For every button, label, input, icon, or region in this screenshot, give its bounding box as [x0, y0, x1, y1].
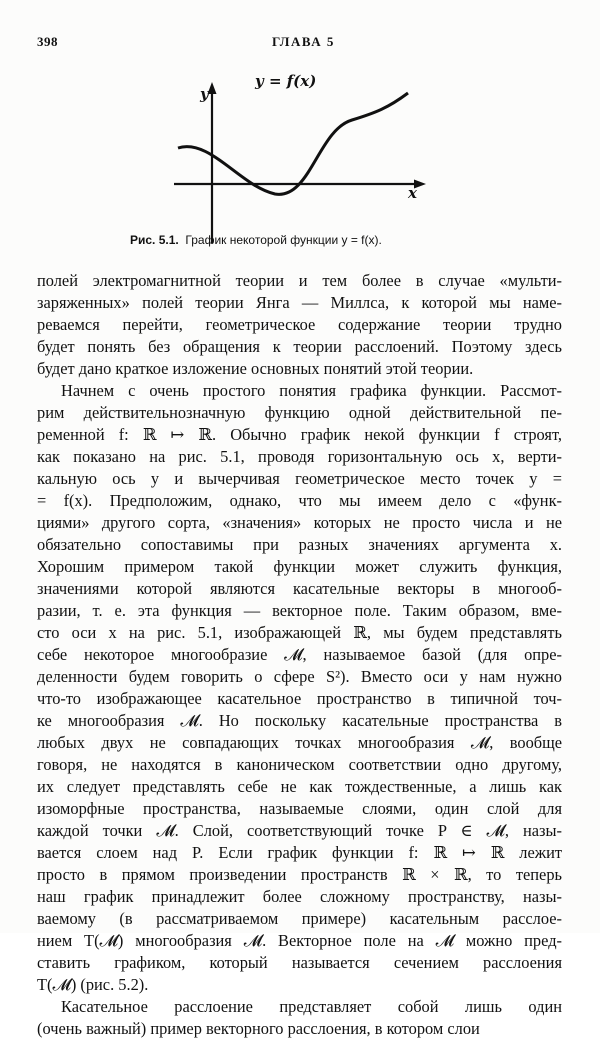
body-line: реваемся перейти, геометрическое содержание теории трудно [37, 315, 562, 334]
figure-caption-text: График некоторой функции y = f(x). [178, 233, 382, 247]
y-axis-label: y [200, 85, 209, 103]
body-line: полей электромагнитной теории и тем более в случае «мульти- [37, 271, 562, 290]
body-line: заряженных» полей теории Янга — Миллса, к которой мы наме- [37, 293, 562, 312]
body-line: Хорошим примером такой функции может служить функция, [37, 557, 562, 576]
body-line: деленности будем говорить о сфере S²). Вместо оси y нам нужно [37, 667, 562, 686]
body-line: сто оси x на рис. 5.1, изображающей ℝ, мы будем представлять [37, 623, 562, 642]
x-axis-label: x [408, 184, 417, 202]
body-line: = f(x). Предположим, однако, что мы имеем дело с «функ- [37, 491, 562, 510]
body-line: разии, т. е. эта функция — векторное поле. Таким образом, вме- [37, 601, 562, 620]
body-line: себе некоторое многообразие 𝓜, называемое базой (для опре- [37, 645, 562, 664]
body-line: ременной f: ℝ ↦ ℝ. Обычно график некой функции f строят, [37, 425, 562, 444]
body-line: ваемому (в рассматриваемом примере) касательным расслое- [37, 909, 562, 928]
body-line: вается слоем над P. Если график функции f: ℝ ↦ ℝ лежит [37, 843, 562, 862]
function-label: y = f(x) [255, 72, 317, 90]
body-line: кальную ось y и вычерчивая геометрическое место точек y = [37, 469, 562, 488]
body-line: просто в прямом произведении пространств ℝ × ℝ, то теперь [37, 865, 562, 884]
body-line: говоря, не находятся в каноническом соответствии одно другому, [37, 755, 562, 774]
body-line: будет понять без обращения к теории расслоений. Поэтому здесь [37, 337, 562, 356]
function-graph-figure [160, 68, 450, 258]
body-line: значениями которой являются касательные векторы в многооб- [37, 579, 562, 598]
page-number: 398 [37, 34, 58, 49]
body-line: их следует представлять себе не как тождественные, а лишь как [37, 777, 562, 796]
body-line: рим действительнозначную функцию одной действительной пе- [37, 403, 562, 422]
body-line: Касательное расслоение представляет собой лишь один [61, 997, 562, 1016]
body-line: нием T(𝓜) многообразия 𝓜. Векторное поле на 𝓜 можно пред- [37, 931, 562, 950]
body-line: наш график принадлежит более сложному пространству, назы- [37, 887, 562, 906]
running-head: ГЛАВА 5 [272, 34, 335, 49]
body-line: обязательно сопоставимы при разных значениях аргумента x. [37, 535, 562, 554]
body-line: любых двух не совпадающих точках многообразия 𝓜, вообще [37, 733, 562, 752]
body-line: изоморфные пространства, называемые слоями, один слой для [37, 799, 562, 818]
body-line: как показано на рис. 5.1, проводя горизонтальную ось x, верти- [37, 447, 562, 466]
body-line: циями» другого сорта, «значения» которых не просто числа и не [37, 513, 562, 532]
body-line: (очень важный) пример векторного расслоения, в котором слои [37, 1019, 480, 1038]
body-line: T(𝓜) (рис. 5.2). [37, 975, 149, 994]
body-line: каждой точки 𝓜. Слой, соответствующий точке P ∈ 𝓜, назы- [37, 821, 562, 840]
figure-caption [130, 233, 530, 247]
body-line: ставить графиком, который называется сечением расслоения [37, 953, 562, 972]
figure-caption-label: Рис. 5.1. [130, 233, 179, 247]
body-line: будет дано краткое изложение основных понятий этой теории. [37, 359, 474, 378]
body-line: ке многообразия 𝓜. Но поскольку касательные пространства в [37, 711, 562, 730]
body-line: что-то изображающее касательное пространство в типичной точ- [37, 689, 562, 708]
body-line: Начнем с очень простого понятия графика функции. Рассмот- [61, 381, 562, 400]
